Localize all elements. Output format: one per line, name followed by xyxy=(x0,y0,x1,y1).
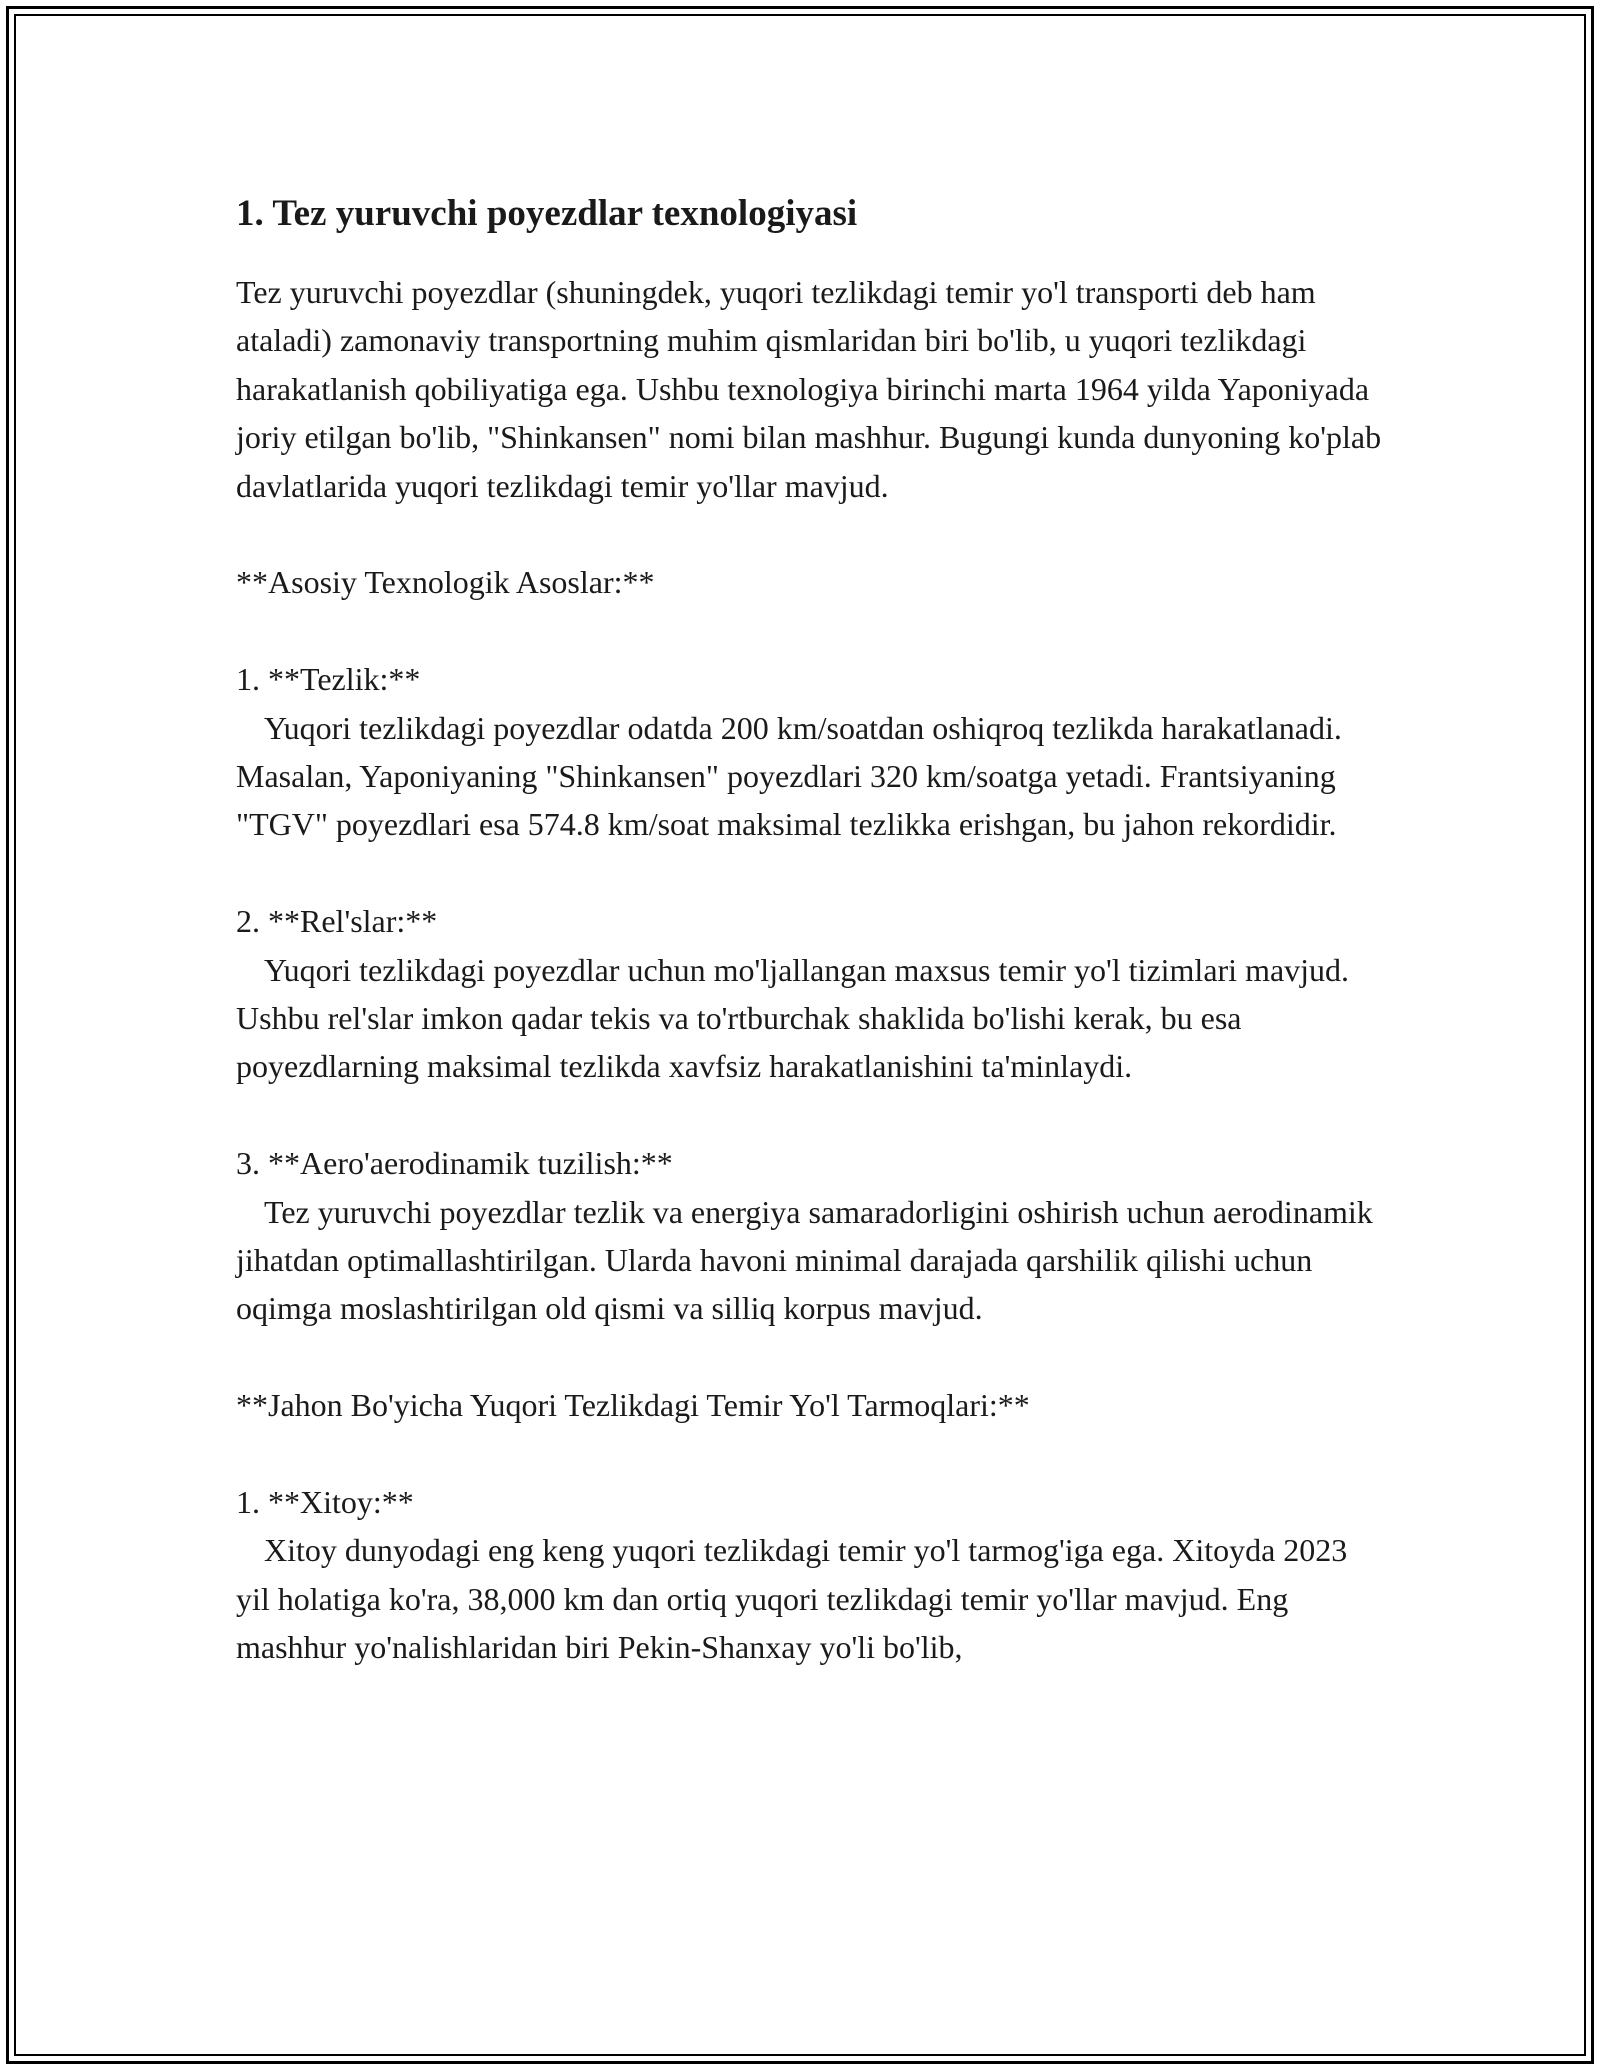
list-item-text: Yuqori tezlikdagi poyezdlar uchun mo'ljallangan maxsus temir yo'l tizimlari mavjud. Ushbu rel'slar imkon qadar tekis va to'rtburchak shaklida bo'lishi kerak, bu esa poyezdlarning maksimal tezlikda xavfsiz harakatlanishini ta'minlaydi. xyxy=(236,951,1350,1085)
spacer xyxy=(236,607,1386,655)
document-text xyxy=(236,268,1386,1672)
section-heading-technology: **Asosiy Texnologik Asoslar:** xyxy=(236,564,655,601)
document-body xyxy=(236,190,1386,1672)
list-item-text: Yuqori tezlikdagi poyezdlar odatda 200 km/soatdan oshiqroq tezlikda harakatlanadi. Masalan, Yaponiyaning "Shinkansen" poyezdlari 320 km/soatga yetadi. Frantsiyaning "TGV" poyezdlari esa 574.8 km/soat maksimal tezlikka erishgan, bu jahon rekordidir. xyxy=(236,709,1342,843)
spacer xyxy=(236,510,1386,558)
spacer xyxy=(236,1333,1386,1381)
page-title: 1. Tez yuruvchi poyezdlar texnologiyasi xyxy=(236,193,858,234)
list-item-heading: 1. **Tezlik:** xyxy=(236,661,421,698)
list-item-heading: 3. **Aero'aerodinamik tuzilish:** xyxy=(236,1145,673,1182)
intro-paragraph: Tez yuruvchi poyezdlar (shuningdek, yuqori tezlikdagi temir yo'l transporti deb ham ataladi) zamonaviy transportning muhim qismlaridan biri bo'lib, u yuqori tezlikdagi harakatlanish qobiliyatiga ega. Ushbu texnologiya birinchi marta 1964 yilda Yaponiyada joriy etilgan bo'lib, "Shinkansen" nomi bilan mashhur. Bugungi kunda dunyoning ko'plab davlatlarida yuqori tezlikdagi temir yo'llar mavjud. xyxy=(236,274,1382,504)
list-item-heading: 1. **Xitoy:** xyxy=(236,1484,414,1521)
list-item-text: Xitoy dunyodagi eng keng yuqori tezlikdagi temir yo'l tarmog'iga ega. Xitoyda 2023 yil holatiga ko'ra, 38,000 km dan ortiq yuqori tezlikdagi temir yo'llar mavjud. Eng mashhur yo'nalishlaridan biri Pekin-Shanxay yo'li bo'lib, xyxy=(236,1532,1348,1666)
section-heading-networks: **Jahon Bo'yicha Yuqori Tezlikdagi Temir Yo'l Tarmoqlari:** xyxy=(236,1387,1030,1424)
list-item-text: Tez yuruvchi poyezdlar tezlik va energiya samaradorligini oshirish uchun aerodinamik jihatdan optimallashtirilgan. Ularda havoni minimal darajada qarshilik qilishi uchun oqimga moslashtirilgan old qismi va silliq korpus mavjud. xyxy=(236,1193,1373,1327)
spacer xyxy=(236,1430,1386,1478)
list-item-heading: 2. **Rel'slar:** xyxy=(236,903,438,940)
spacer xyxy=(236,849,1386,897)
spacer xyxy=(236,1091,1386,1139)
